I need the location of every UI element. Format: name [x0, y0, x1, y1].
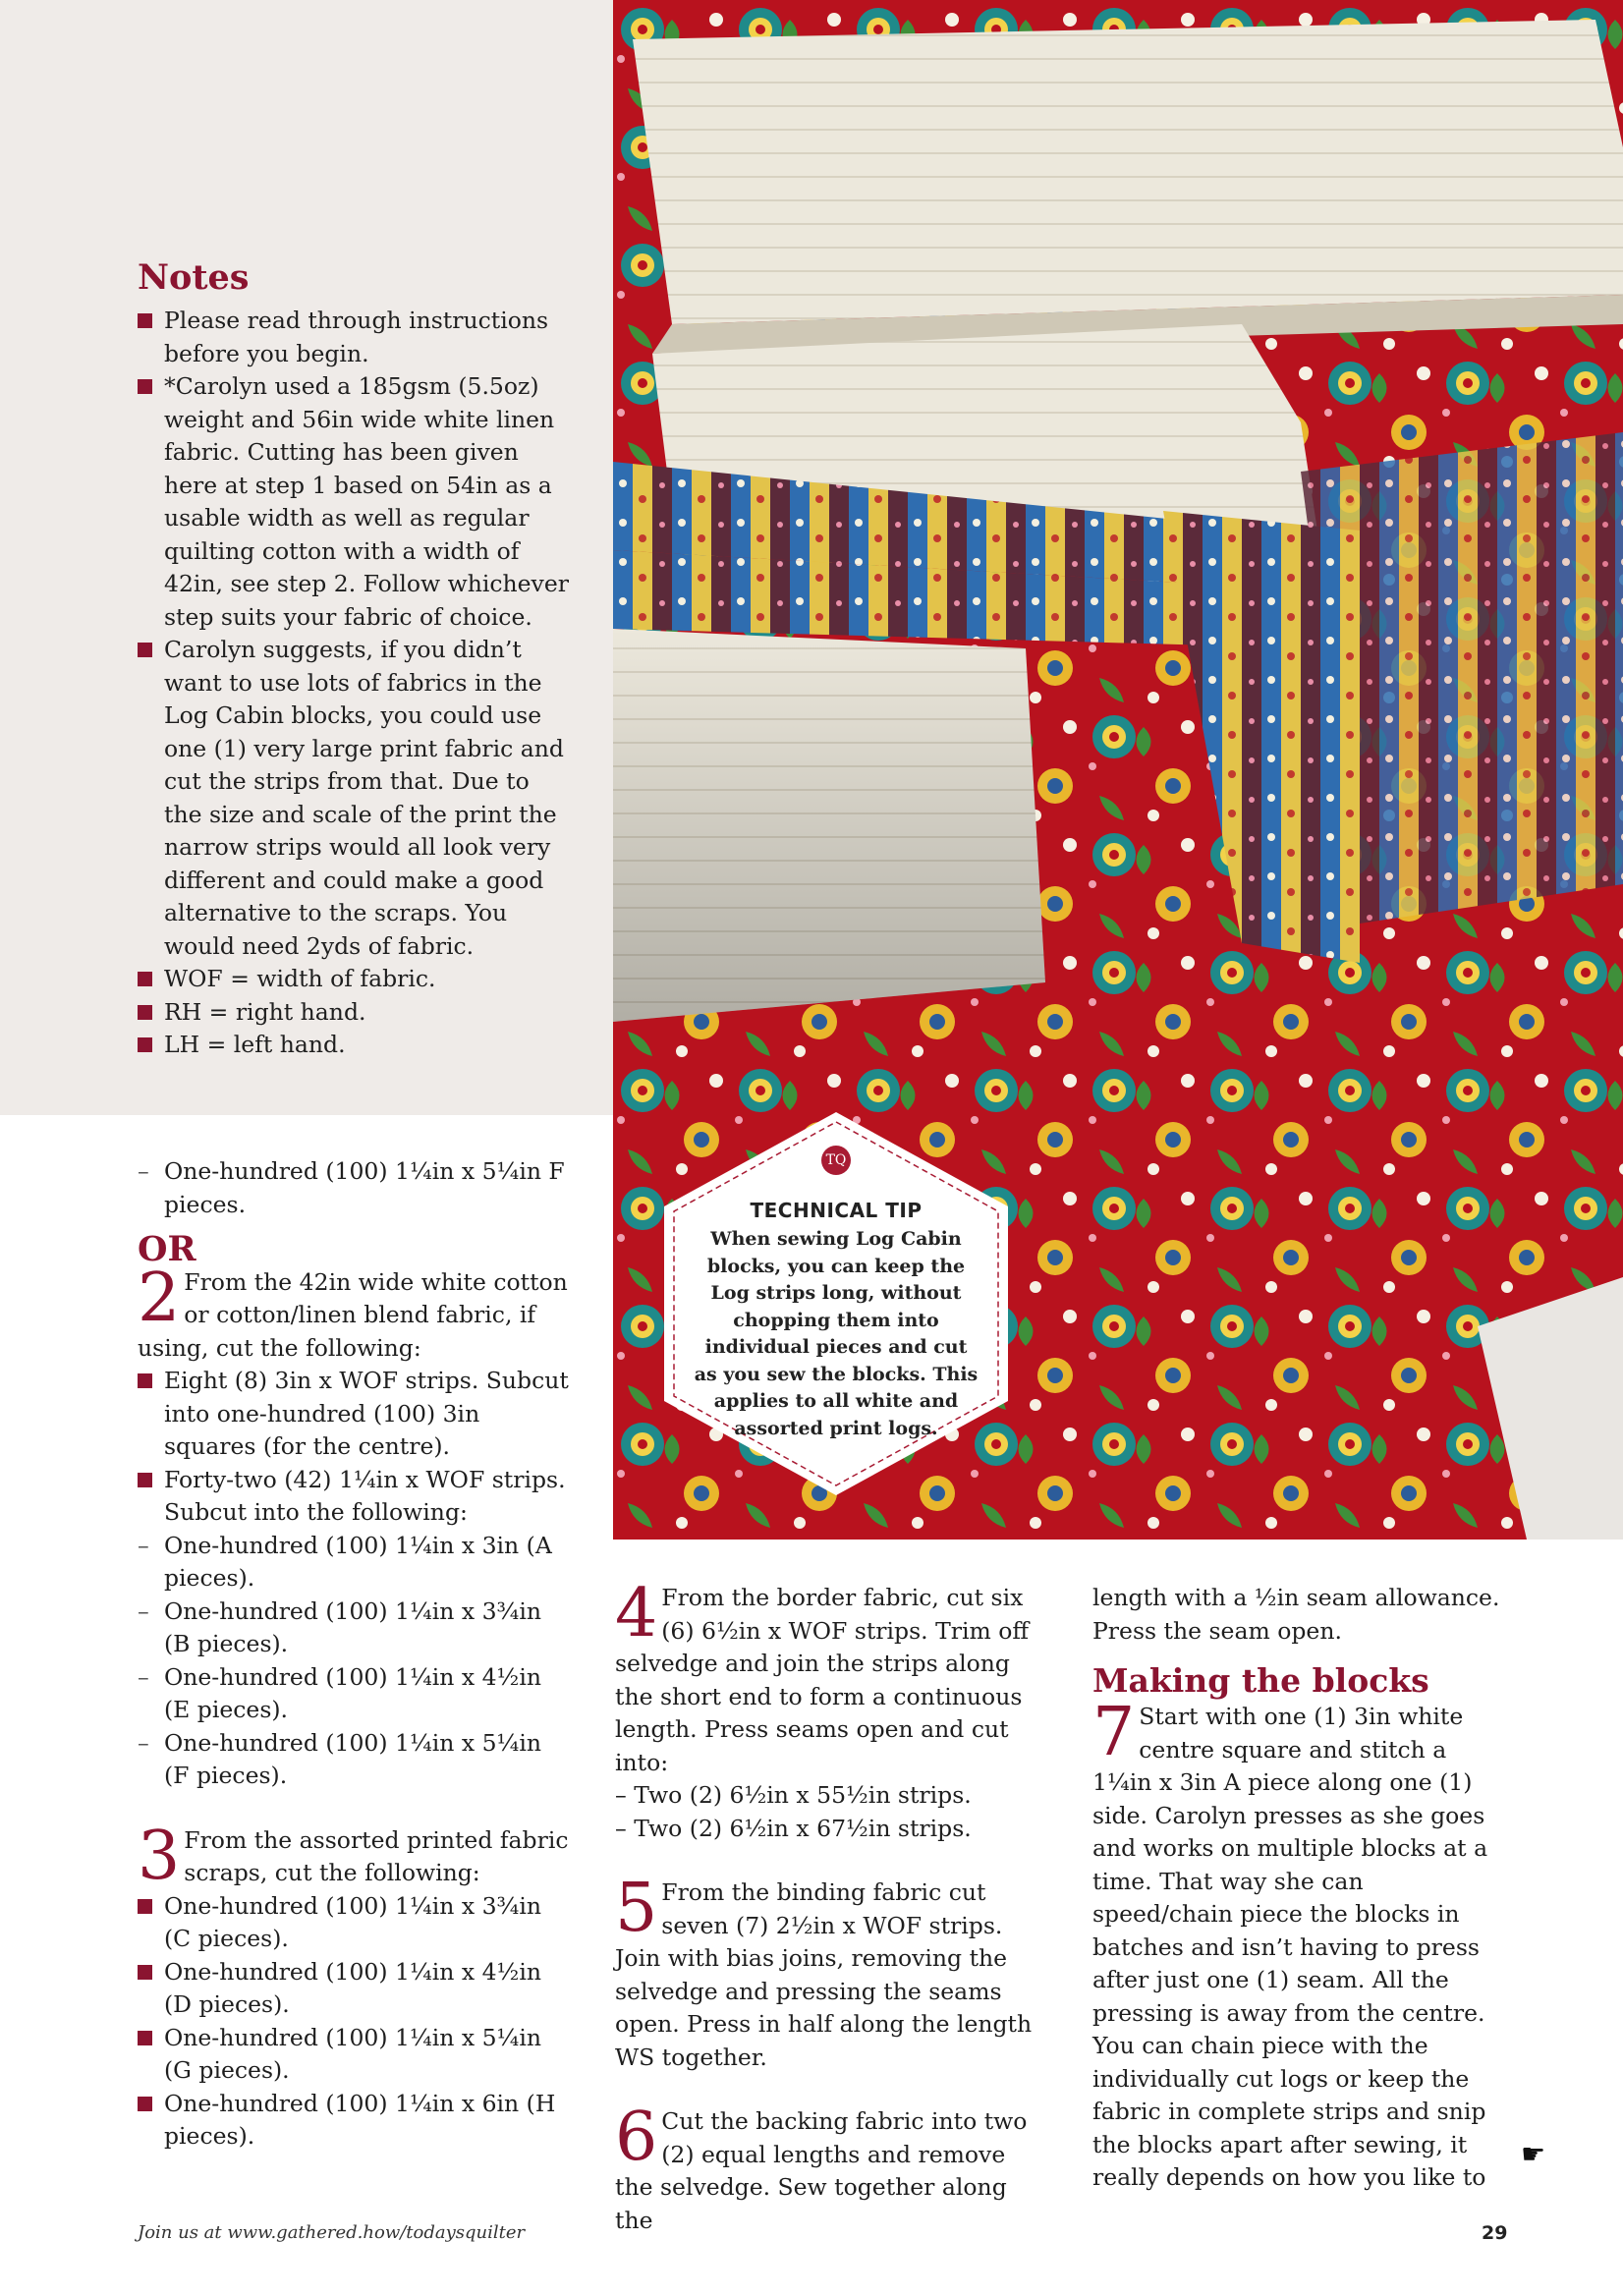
list-item: Forty-two (42) 1¼in x WOF strips. Subcut into the following:	[138, 1464, 570, 1530]
step-6: 6 Cut the backing fabric into two (2) equal lengths and remove the selvedge. Sew together along the	[615, 2099, 1028, 2234]
step-number: 2	[138, 1259, 181, 1337]
list-item: One-hundred (100) 1¼in x 3¾in (C pieces).	[138, 1890, 570, 1956]
list-item: One-hundred (100) 1¼in x 5¼in (G pieces).	[138, 2022, 570, 2088]
bullet-square-icon	[138, 1473, 152, 1487]
bullet-square-icon	[138, 1037, 152, 1052]
tip-title: TECHNICAL TIP	[750, 1199, 923, 1222]
notes-item: RH = right hand.	[138, 996, 570, 1030]
page-number: 29	[1482, 2222, 1508, 2244]
step-number: 4	[615, 1575, 658, 1652]
notes-item: LH = left hand.	[138, 1029, 570, 1062]
section-heading: Making the blocks	[1092, 1661, 1429, 1700]
step-number: 7	[1092, 1694, 1136, 1771]
tip-body: When sewing Log Cabin blocks, you can keep the Log strips long, without chopping them into individual pieces and cut as you sew the blocks. This applies to all white and assorted print logs.	[694, 1228, 979, 1439]
notes-item: Carolyn suggests, if you didn’t want to use lots of fabrics in the Log Cabin blocks, you could use one (1) very large print fabric and cut the strips from that. Due to the size and scale of the print the narrow strips would all look very different and could make a good alternative to the scraps. You would need 2yds of fabric.	[138, 634, 570, 963]
step-number: 3	[138, 1817, 181, 1895]
bullet-square-icon	[138, 643, 152, 657]
bullet-square-icon	[138, 379, 152, 394]
list-item: – One-hundred (100) 1¼in x 5¼in (F pieces).	[138, 1728, 541, 1789]
step-5: 5 From the binding fabric cut seven (7) 2½in x WOF strips. Join with bias joins, removing the selvedge and pressing the seams open. Press in half along the length WS together.	[615, 1870, 1033, 2071]
list-item: One-hundred (100) 1¼in x 6in (H pieces).	[138, 2088, 570, 2154]
step-3: 3 From the assorted printed fabric scraps, cut the following:	[138, 1817, 569, 1895]
technical-tip	[660, 1108, 1012, 1499]
step-number: 5	[615, 1870, 658, 1947]
bullet-square-icon	[138, 2097, 152, 2111]
column-2	[615, 1575, 1037, 2237]
step-4: 4 From the border fabric, cut six (6) 6½in x WOF strips. Trim off selvedge and join the strips along the short end to form a continuous length. Press seams open and cut into:	[615, 1575, 1030, 1776]
step-2: 2 From the 42in wide white cotton or cotton/linen blend fabric, if using, cut the following:	[138, 1259, 568, 1362]
step-7: 7 Start with one (1) 3in white centre square and stitch a 1¼in x 3in A piece along one (1) side. Carolyn presses as she goes and works on multiple blocks at a time. That way she can speed/chain piece the blocks in batches and isn’t having to press after just one (1) seam. All the pressing is away from the centre. You can chain piece with the individually cut logs or keep the fabric in complete strips and snip the blocks apart after sewing, it really depends on how you like to	[1092, 1694, 1488, 2191]
or-heading: OR	[138, 1229, 196, 1269]
list-item: – One-hundred (100) 1¼in x 3¾in (B pieces).	[138, 1596, 541, 1657]
cut-line: – Two (2) 6½in x 67½in strips.	[615, 1814, 972, 1842]
tq-logo-icon: TQ	[821, 1146, 851, 1175]
bullet-square-icon	[138, 1899, 152, 1914]
list-item: Eight (8) 3in x WOF strips. Subcut into one-hundred (100) 3in squares (for the centre).	[138, 1365, 570, 1464]
cut-line: – Two (2) 6½in x 55½in strips.	[615, 1781, 972, 1809]
notes-heading: Notes	[138, 257, 250, 298]
bullet-square-icon	[138, 313, 152, 328]
bullet-square-icon	[138, 2031, 152, 2045]
continue-hand-icon: ☛	[1521, 2138, 1546, 2170]
column-3	[1092, 1582, 1505, 2195]
column-1	[138, 1155, 570, 2154]
notes-item: Please read through instructions before you begin.	[138, 305, 570, 370]
list-item: One-hundred (100) 1¼in x 4½in (D pieces).	[138, 1956, 570, 2022]
notes-item: *Carolyn used a 185gsm (5.5oz) weight and 56in wide white linen fabric. Cutting has been given here at step 1 based on 54in as a usable width as well as regular quilting cotton with a width of 42in, see step 2. Follow whichever step suits your fabric of choice.	[138, 370, 570, 634]
list-item: – One-hundred (100) 1¼in x 3in (A pieces).	[138, 1531, 552, 1592]
bullet-square-icon	[138, 972, 152, 986]
step-number: 6	[615, 2099, 658, 2176]
continued-text: length with a ½in seam allowance. Press the seam open.	[1092, 1584, 1500, 1645]
footer-url: Join us at www.gathered.how/todaysquilter	[138, 2222, 526, 2243]
list-item: – One-hundred (100) 1¼in x 4½in (E pieces).	[138, 1662, 541, 1723]
bullet-square-icon	[138, 1965, 152, 1980]
notes-list	[138, 305, 570, 1062]
tip-text	[692, 1199, 980, 1442]
list-item: – One-hundred (100) 1¼in x 5¼in F pieces.	[138, 1157, 565, 1218]
bullet-square-icon	[138, 1373, 152, 1388]
bullet-square-icon	[138, 1005, 152, 1020]
notes-item: WOF = width of fabric.	[138, 963, 570, 996]
